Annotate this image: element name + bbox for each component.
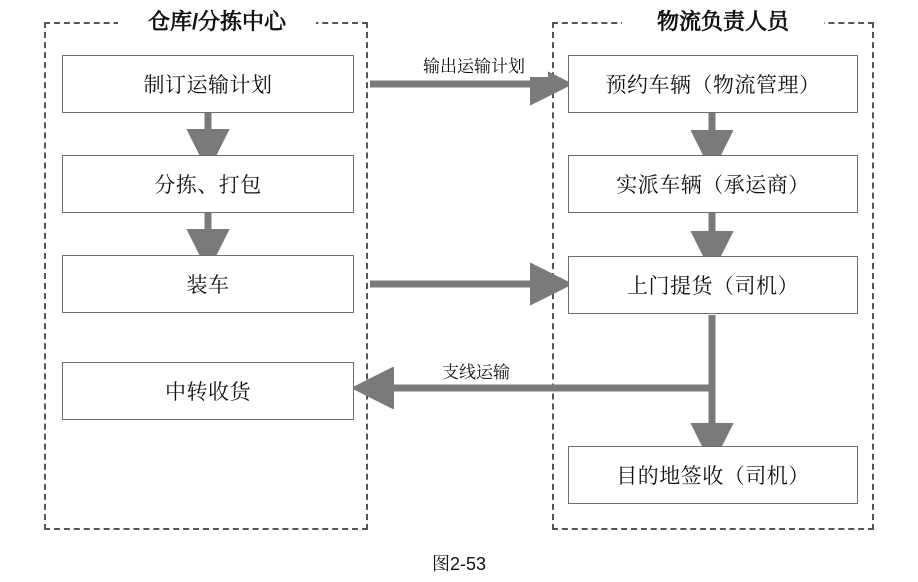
edge-label-output-plan: 输出运输计划 [400, 57, 548, 77]
node-pickup[interactable]: 上门提货（司机） [568, 256, 858, 314]
node-load[interactable]: 装车 [62, 255, 354, 313]
node-dispatch-vehicle[interactable]: 实派车辆（承运商） [568, 155, 858, 213]
node-transfer[interactable]: 中转收货 [62, 362, 354, 420]
lane-title-warehouse: 仓库/分拣中心 [118, 9, 316, 35]
edge-label-branch-line: 支线运输 [419, 363, 533, 383]
node-delivered[interactable]: 目的地签收（司机） [568, 446, 858, 504]
figure-caption: 图2-53 [431, 554, 487, 574]
node-sort[interactable]: 分拣、打包 [62, 155, 354, 213]
node-plan[interactable]: 制订运输计划 [62, 55, 354, 113]
node-book-vehicle[interactable]: 预约车辆（物流管理） [568, 55, 858, 113]
lane-title-logistics: 物流负责人员 [622, 9, 824, 35]
